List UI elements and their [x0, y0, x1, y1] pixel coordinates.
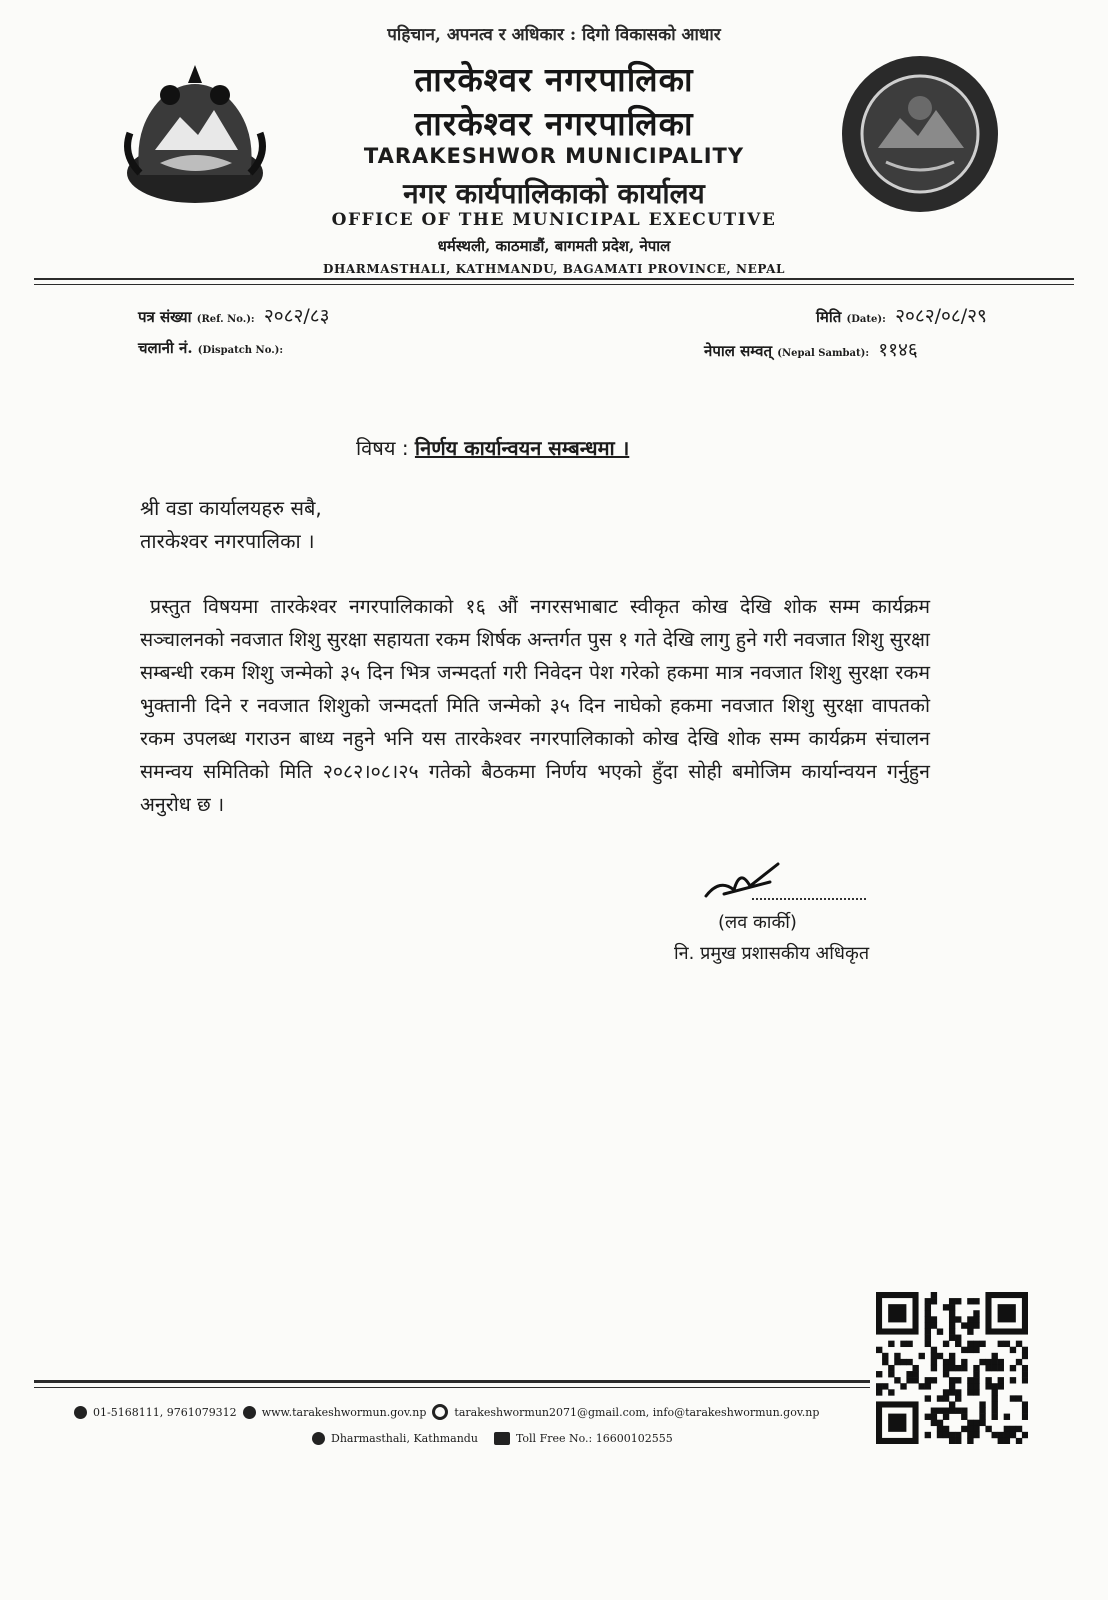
dispatch-number: [138, 336, 287, 358]
signature-line: [752, 898, 866, 900]
footer-website[interactable]: www.tarakeshwormun.gov.np: [261, 1405, 427, 1419]
subject-line: [356, 434, 629, 461]
ref-label-en: (Ref. No.):: [196, 314, 255, 325]
ref-label: पत्र संख्या: [138, 308, 192, 326]
footer-toll-free: Toll Free No.: 16600102555: [515, 1432, 673, 1445]
footer-divider: [34, 1380, 870, 1383]
footer-location: [312, 1432, 673, 1445]
header-divider-secondary: [34, 284, 1074, 285]
ref-number: [138, 302, 330, 328]
subject-label: विषय :: [356, 436, 409, 460]
date-label-en: (Date):: [846, 314, 886, 325]
sambat-label-en: (Nepal Sambat):: [777, 348, 870, 359]
address-nepali: धर्मस्थली, काठमाडौं, बागमती प्रदेश, नेपाल: [437, 237, 671, 255]
sambat-value: ११४६: [878, 339, 918, 361]
letter-body: प्रस्तुत विषयमा तारकेश्वर नगरपालिकाको १६ औं नगरसभाबाट स्वीकृत कोख देखि शोक सम्म कार्यक्रम सञ्चालनको नवजात शिशु सुरक्षा सहायता रकम शिर्षक अन्तर्गत पुस १ गते देखि लागु हुने गरी नवजात शिशु सुरक्षा सम्बन्धी रकम शिशु जन्मेको ३५ दिन भित्र जन्मदर्ता गरी निवेदन पेश गरेको हकमा मात्र नवजात शिशु सुरक्षा रकम भुक्तानी दिने र नवजात शिशुको जन्मदर्ता मिति जन्मेको ३५ दिन नाघेको हकमा नवजात शिशु सुरक्षा वापतको रकम उपलब्ध गराउन बाध्य नहुने भनि यस तारकेश्वर नगरपालिकाको कोख देखि शोक सम्म कार्यक्रम संचालन समन्वय समितिको मिति २०८२।०८।२५ गतेको बैठकमा निर्णय भएको हुँदा सोही बमोजिम कार्यान्वयन गर्नुहुन अनुरोध छ ।: [140, 595, 930, 816]
phone-icon: [74, 1406, 87, 1419]
signatory-name: (लव कार्की): [718, 912, 797, 933]
ref-value: २०८२/८३: [263, 305, 330, 327]
footer-divider-secondary: [34, 1387, 870, 1388]
sambat-label: नेपाल सम्वत्: [704, 342, 773, 360]
email-icon: [432, 1404, 448, 1420]
date-label: मिति: [816, 308, 842, 326]
header-divider: [34, 278, 1074, 280]
nepal-sambat: [704, 336, 918, 362]
footer-phone: 01-5168111, 9761079312: [93, 1405, 237, 1419]
footer-address: Dharmasthali, Kathmandu: [331, 1432, 478, 1445]
letter-date: [816, 302, 987, 328]
motto: पहिचान, अपनत्व र अधिकार : दिगो विकासको आधार: [387, 25, 721, 45]
municipality-name-nepali-stylized: तारकेश्वर नगरपालिका: [414, 104, 694, 143]
telephone-icon: [494, 1432, 510, 1445]
dispatch-label-en: (Dispatch No.):: [197, 345, 284, 356]
municipality-name-english: TARAKESHWOR MUNICIPALITY: [363, 144, 745, 168]
addressee-line-1: श्री वडा कार्यालयहरु सबै,: [140, 496, 322, 520]
dispatch-label: चलानी नं.: [138, 339, 193, 357]
municipality-name-nepali: तारकेश्वर नगरपालिका: [414, 60, 694, 99]
qr-code: [876, 1292, 1028, 1444]
signatory-designation: नि. प्रमुख प्रशासकीय अधिकृत: [674, 943, 870, 964]
footer-email[interactable]: tarakeshwormun2071@gmail.com, info@tarakeshwormun.gov.np: [454, 1405, 820, 1419]
addressee-line-2: तारकेश्वर नगरपालिका ।: [140, 529, 315, 553]
date-value: २०८२/०८/२९: [895, 305, 987, 327]
address-english: DHARMASTHALI, KATHMANDU, BAGAMATI PROVINCE, NEPAL: [322, 262, 786, 276]
subject-text: निर्णय कार्यान्वयन सम्बन्धमा ।: [414, 436, 630, 460]
location-icon: [312, 1432, 325, 1445]
office-name-nepali: नगर कार्यपालिकाको कार्यालय: [403, 177, 705, 210]
globe-icon: [243, 1406, 256, 1419]
footer-contacts: [74, 1404, 819, 1420]
office-name-english: OFFICE OF THE MUNICIPAL EXECUTIVE: [331, 210, 777, 230]
